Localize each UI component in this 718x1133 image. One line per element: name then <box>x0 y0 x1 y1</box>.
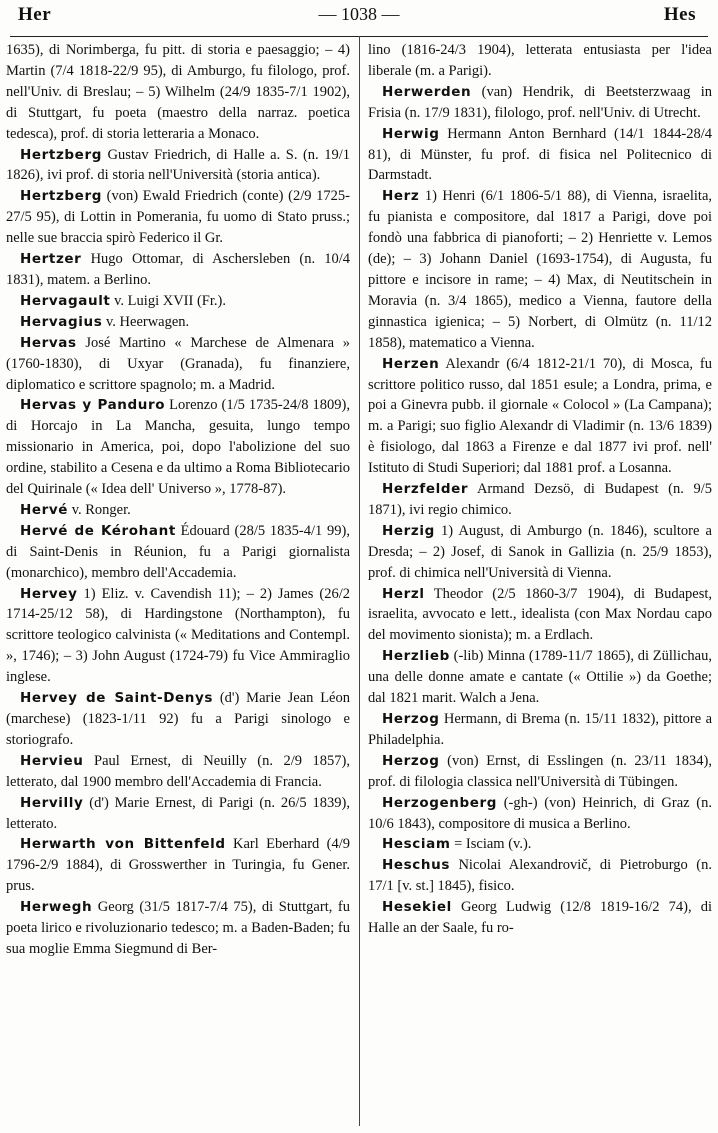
dictionary-entry <box>6 897 350 960</box>
dictionary-entry <box>368 124 712 187</box>
entry-text: v. Ronger. <box>68 501 131 518</box>
dictionary-entry <box>368 354 712 479</box>
entry-headword: Herzfelder <box>382 481 469 498</box>
entry-text: v. Heerwagen. <box>102 313 190 330</box>
entry-headword: Herzogenberg <box>382 794 498 811</box>
entry-text: Gustav Friedrich, di Halle a. S. (n. 19/1 1826), ivi prof. di storia nell'Università (storia antica). <box>6 146 350 184</box>
entry-headword: Hertzberg <box>20 146 102 163</box>
entry-headword: Hervas <box>20 334 77 351</box>
dictionary-entry <box>368 479 712 521</box>
header-left-guide-word: Her <box>18 4 52 25</box>
entry-text: 1) Henri (6/1 1806-5/1 88), di Vienna, israelita, fu pianista e compositore, dal 1817 a Parigi, dove poi fondò una fabbrica di pianoforti; – 2) Henriette v. Lemos (de); – 3) Johann Daniel (1693-1754), di Augusta, fu pittore e incisore in rame; – 4) Max, di Neutitschein in Moravia (n. 3/4 1865), medico a Vienna, fautore della ginnastica igienica; – 5) Norbert, di Olmütz (n. 11/12 1858), matematico a Vienna. <box>368 188 712 351</box>
entry-headword: Herzig <box>382 522 435 539</box>
dictionary-entry <box>6 145 350 187</box>
entry-headword: Hesekiel <box>382 899 452 916</box>
dictionary-entry <box>6 40 350 145</box>
right-column <box>368 40 712 1128</box>
entry-headword: Herzog <box>382 711 440 727</box>
entry-text: 1635), di Norimberga, fu pitt. di storia e paesaggio; – 4) Martin (7/4 1818-22/9 95), di Amburgo, fu filologo, prof. nell'Univ. di Breslau; – 5) Wilhelm (24/9 1835-7/1 1902), di Stuttgart, fu poeta (maestro della narraz. poetica tedesca), prof. di storia letteraria a Monaco. <box>6 42 350 142</box>
entry-text: v. Luigi XVII (Fr.). <box>110 292 226 309</box>
dictionary-entry <box>6 751 350 793</box>
entry-headword: Hervagius <box>20 313 103 330</box>
entry-text: (van) Hendrik, di Beetsterzwaag in Frisia (n. 17/9 1831), filologo, prof. nell'Univ. di Utrecht. <box>368 83 712 121</box>
dictionary-entry <box>368 82 712 124</box>
entry-headword: Hervas y Panduro <box>20 397 166 414</box>
entry-headword: Herz <box>382 188 420 205</box>
header-right-guide-word: Hes <box>663 4 696 25</box>
entry-text: = Isciam (v.). <box>450 836 532 853</box>
entry-headword: Hertzer <box>20 251 82 268</box>
dictionary-entry <box>6 333 350 396</box>
entry-headword: Herwarth von Bittenfeld <box>20 836 226 853</box>
entry-text: José Martino « Marchese de Almenara » (1760-1830), di Uxyar (Granada), fu finanziere, diplomatico e scrittore spagnolo; m. a Madrid. <box>6 334 350 393</box>
entry-text: Hermann Anton Bernhard (14/1 1844-28/4 81), di Münster, fu prof. di fisica nel Politecnico di Darmstadt. <box>368 125 712 184</box>
entry-headword: Hervey <box>20 585 78 602</box>
entry-text: (von) Ernst, di Esslingen (n. 23/11 1834), prof. di filologia classica nell'Università di Tübingen. <box>368 752 712 790</box>
entry-headword: Hervé de Kérohant <box>20 522 176 539</box>
entry-headword: Herwegh <box>20 899 93 916</box>
dictionary-entry <box>368 834 712 855</box>
dictionary-entry <box>368 584 712 647</box>
dictionary-entry <box>6 312 350 333</box>
dictionary-entry <box>368 855 712 897</box>
left-column <box>6 40 350 1128</box>
dictionary-entry <box>368 646 712 709</box>
entry-headword: Hervieu <box>20 752 84 769</box>
dictionary-entry <box>6 500 350 521</box>
entry-headword: Herzlieb <box>382 648 450 665</box>
dictionary-entry <box>368 521 712 584</box>
dictionary-entry <box>368 897 712 939</box>
entry-text: 1) August, di Amburgo (n. 1846), scultore a Dresda; – 2) Josef, di Sanok in Gallizia (n. 25/9 1853), prof. di chimica nell'Università di Vienna. <box>368 522 712 581</box>
page-header <box>0 0 718 36</box>
entry-text: Hugo Ottomar, di Aschersleben (n. 10/4 1831), matem. a Berlino. <box>6 251 350 288</box>
entry-headword: Hervey de Saint-Denys <box>20 690 214 707</box>
entry-headword: Hervé <box>20 501 69 518</box>
entry-text: Nicolai Alexandrovič, di Pietroburgo (n. 17/1 [v. st.] 1845), fisico. <box>368 857 712 895</box>
dictionary-entry <box>6 793 350 835</box>
entry-text: Armand Dezsö, di Budapest (n. 9/5 1871), ivi regio chimico. <box>368 481 712 518</box>
entry-text: Karl Eberhard (4/9 1796-2/9 1884), di Grosswerther in Turingia, fu Gener. prus. <box>6 836 350 895</box>
dictionary-entry <box>6 249 350 291</box>
column-divider <box>359 36 360 1126</box>
entry-text: Hermann, di Brema (n. 15/11 1832), pittore a Philadelphia. <box>368 711 712 748</box>
entry-text: (von) Ewald Friedrich (conte) (2/9 1725-27/5 95), di Lottin in Pomerania, fu uomo di Stato pruss.; nelle sue braccia spirò Federico il Gr. <box>6 188 350 247</box>
entry-headword: Heschus <box>382 857 450 874</box>
entry-headword: Herwerden <box>382 83 472 100</box>
dictionary-entry <box>368 40 712 82</box>
dictionary-entry <box>6 688 350 751</box>
entry-text: (d') Marie Jean Léon (marchese) (1823-1/11 92) fu a Parigi sinologo e storiografo. <box>6 690 350 748</box>
entry-text: Georg Ludwig (12/8 1819-16/2 74), di Halle an der Saale, fu ro- <box>368 899 712 937</box>
entry-headword: Herzen <box>382 355 440 372</box>
entry-headword: Hervilly <box>20 794 84 811</box>
entry-text: lino (1816-24/3 1904), letterata entusiasta per l'idea liberale (m. a Parigi). <box>368 42 712 79</box>
dictionary-entry <box>368 709 712 751</box>
dictionary-entry <box>368 793 712 835</box>
entry-text: Georg (31/5 1817-7/4 75), di Stuttgart, fu poeta lirico e rivoluzionario tedesco; m. a Baden-Baden; fu sua moglie Emma Siegmund di Ber- <box>6 899 350 957</box>
entry-text: Paul Ernest, di Neuilly (n. 2/9 1857), letterato, dal 1900 membro dell'Accademia di Francia. <box>6 752 350 790</box>
page-number: — 1038 — <box>318 4 400 24</box>
entry-headword: Herwig <box>382 125 440 142</box>
entry-headword: Hesciam <box>382 836 451 853</box>
entry-headword: Herzog <box>382 752 440 769</box>
dictionary-entry <box>6 834 350 897</box>
entry-text: Theodor (2/5 1860-3/7 1904), di Budapest, israelita, avvocato e lett., idealista (con Max Nordau capo del movimento sionista); m. a Erdlach. <box>368 585 712 644</box>
dictionary-entry <box>6 291 350 312</box>
entry-text: Édouard (28/5 1835-4/1 99), di Saint-Denis in Réunion, fu a Parigi giornalista (monarchico), membro dell'Accademia. <box>6 522 350 581</box>
entry-headword: Hertzberg <box>20 188 102 205</box>
dictionary-entry <box>6 584 350 689</box>
dictionary-entry <box>6 395 350 500</box>
dictionary-entry <box>368 751 712 793</box>
dictionary-entry <box>6 521 350 584</box>
entry-headword: Hervagault <box>20 292 111 309</box>
entry-text: (-lib) Minna (1789-11/7 1865), di Züllichau, una delle donne amate e cantate (« Ottilie ») da Goethe; dal 1821 marit. Walch a Jena. <box>368 648 712 707</box>
entry-text: Lorenzo (1/5 1735-24/8 1809), di Horcajo in La Mancha, gesuita, lungo tempo missionario in America, poi, dopo l'abolizione del suo ordine, stabilito a Cesena e da ultimo a Roma Bibliotecario del Quirinale (« Idea dell' Universo », 1778-87). <box>6 397 350 498</box>
dictionary-entry <box>6 186 350 249</box>
dictionary-entry <box>368 186 712 353</box>
entry-text: 1) Eliz. v. Cavendish 11); – 2) James (26/2 1714-25/12 58), di Hardingstone (Northampton), fu scrittore teologico calvinista (« Meditations and Contempl. », 1746); – 3) John August (1724-79) fu Vice Ammiraglio inglese. <box>6 585 350 686</box>
entry-text: (-gh-) (von) Heinrich, di Graz (n. 10/6 1843), compositore di musica a Berlino. <box>368 794 712 832</box>
entry-headword: Herzl <box>382 585 425 602</box>
entry-text: Alexandr (6/4 1812-21/1 70), di Mosca, fu scrittore politico russo, dal 1851 esule; a Londra, prima, e poi a Ginevra pubb. il giornale « Colocol » (La Campana); m. a Parigi; suo figlio Alexandr di Vladimir (n. 13/6 1839) è fisiologo, dal 1863 a Firenze e dal 1877 ivi prof. nell' Istituto di Studi Superiori; dal 1881 prof. a Losanna. <box>368 355 712 477</box>
entry-text: (d') Marie Ernest, di Parigi (n. 26/5 1839), letterato. <box>6 794 350 832</box>
